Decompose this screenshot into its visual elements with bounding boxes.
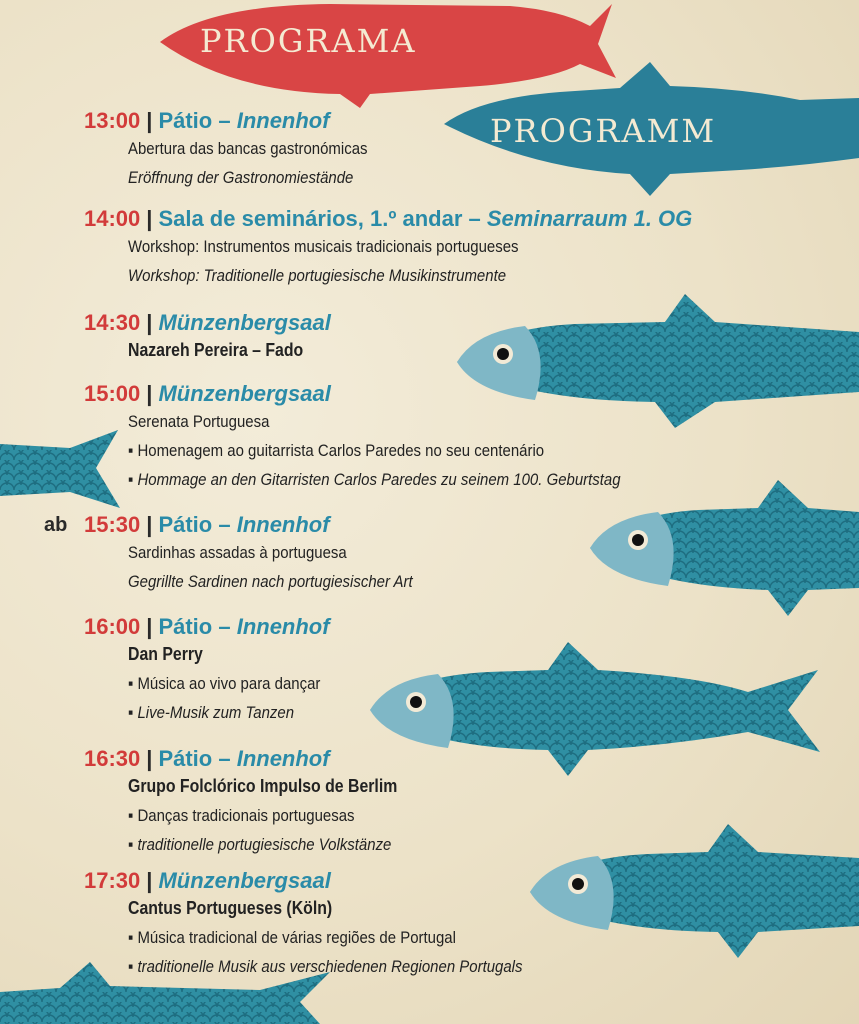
entry-heading: 14:30 | Münzenbergsaal <box>84 310 331 335</box>
sardine-fish-4 <box>368 640 824 780</box>
entry-venue-de: Innenhof <box>236 746 330 771</box>
schedule-entry-1300 <box>84 108 400 192</box>
entry-heading: 15:30 | Pátio – Innenhof <box>84 512 330 537</box>
header-title-pt: PROGRAMA <box>200 22 417 60</box>
entry-heading: 14:00 | Sala de seminários, 1.º andar – Seminarraum 1. OG <box>84 206 693 231</box>
schedule-entry-1630 <box>84 746 434 859</box>
entry-time: 15:00 <box>84 381 141 406</box>
entry-venue-pt: Sala de seminários, 1.º andar <box>158 206 463 231</box>
entry-prefix: ab <box>44 514 68 536</box>
schedule-entry-1600 <box>84 614 347 727</box>
entry-desc-de: Gegrillte Sardinen nach portugiesischer Art <box>128 572 413 591</box>
entry-time: 16:30 <box>84 746 141 771</box>
entry-time: 14:00 <box>84 206 141 231</box>
header-title-de: PROGRAMM <box>490 112 717 150</box>
entry-bullet-pt: ▪ Música ao vivo para dançar <box>128 669 320 698</box>
entry-bullet-de: ▪ traditionelle Musik aus verschiedenen Regionen Portugals <box>128 952 523 981</box>
entry-time: 14:30 <box>84 310 141 335</box>
entry-desc-pt: Workshop: Instrumentos musicais tradicionais portugueses <box>128 237 519 256</box>
entry-heading: 17:30 | Münzenbergsaal <box>84 868 331 893</box>
schedule-entry-1500 <box>84 381 688 494</box>
entry-venue-pt: Pátio <box>158 614 213 639</box>
entry-bullet-de: ▪ traditionelle portugiesische Volkstänze <box>128 830 397 859</box>
entry-performer: Grupo Folclórico Impulso de Berlim <box>128 776 398 796</box>
entry-desc-pt: Abertura das bancas gastronómicas <box>128 139 368 158</box>
entry-heading: 15:00 | Münzenbergsaal <box>84 381 331 406</box>
entry-venue-pt: Pátio <box>158 512 213 537</box>
entry-time: 17:30 <box>84 868 141 893</box>
entry-venue-de: Münzenbergsaal <box>158 381 331 406</box>
entry-bullet-de: ▪ Hommage an den Gitarristen Carlos Paredes zu seinem 100. Geburtstag <box>128 465 621 494</box>
entry-venue-de: Innenhof <box>236 512 330 537</box>
sardine-fish-3 <box>588 478 859 618</box>
entry-bullet-de: ▪ Live-Musik zum Tanzen <box>128 698 320 727</box>
entry-performer: Nazareh Pereira – Fado <box>128 340 304 360</box>
schedule-entry-1530 <box>44 512 451 596</box>
entry-venue-de: Innenhof <box>236 108 330 133</box>
entry-venue-pt: Pátio <box>158 108 213 133</box>
entry-venue-de: Münzenbergsaal <box>158 868 331 893</box>
entry-bullet-pt: ▪ Homenagem ao guitarrista Carlos Paredes no seu centenário <box>128 436 621 465</box>
entry-desc-de: Eröffnung der Gastronomiestände <box>128 168 354 187</box>
entry-performer: Cantus Portugueses (Köln) <box>128 898 333 918</box>
entry-venue-de: Seminarraum 1. OG <box>486 206 693 231</box>
entry-venue-de: Innenhof <box>236 614 330 639</box>
entry-time: 15:30 <box>84 512 141 537</box>
sardine-fish-5 <box>528 822 859 962</box>
entry-heading: 16:30 | Pátio – Innenhof <box>84 746 330 771</box>
entry-time: 13:00 <box>84 108 141 133</box>
schedule-entry-1400 <box>84 206 692 290</box>
schedule-entry-1730 <box>84 868 576 981</box>
entry-bullet-pt: ▪ Música tradicional de várias regiões de Portugal <box>128 923 523 952</box>
entry-desc-pt: Serenata Portuguesa <box>128 412 270 431</box>
entry-performer: Dan Perry <box>128 644 203 664</box>
entry-heading: 16:00 | Pátio – Innenhof <box>84 614 330 639</box>
entry-heading: 13:00 | Pátio – Innenhof <box>84 108 330 133</box>
entry-bullet-pt: ▪ Danças tradicionais portuguesas <box>128 801 397 830</box>
entry-time: 16:00 <box>84 614 141 639</box>
entry-venue-de: Münzenbergsaal <box>158 310 331 335</box>
schedule-entry-1430 <box>84 310 331 365</box>
entry-venue-pt: Pátio <box>158 746 213 771</box>
entry-desc-de: Workshop: Traditionelle portugiesische Musikinstrumente <box>128 266 507 285</box>
entry-desc-pt: Sardinhas assadas à portuguesa <box>128 543 347 562</box>
